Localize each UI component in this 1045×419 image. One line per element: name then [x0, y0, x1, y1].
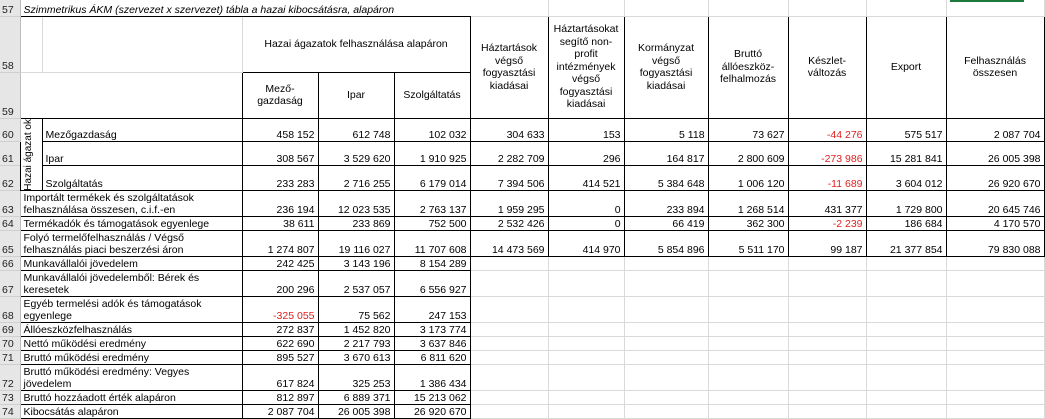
value-cell[interactable]: 26 005 398	[318, 405, 394, 419]
row-label[interactable]: Nettó működési eredmény	[20, 337, 242, 351]
value-cell[interactable]: 308 567	[242, 141, 318, 166]
row-number[interactable]: 74	[0, 405, 20, 419]
empty-cell[interactable]	[708, 351, 788, 365]
empty-cell[interactable]	[470, 337, 548, 351]
value-cell[interactable]: 4 170 570	[946, 217, 1044, 231]
value-cell[interactable]: 164 817	[624, 141, 708, 166]
row-number[interactable]: 57	[0, 0, 20, 16]
value-cell[interactable]: 622 690	[242, 337, 318, 351]
value-cell[interactable]: -11 689	[788, 166, 866, 191]
row-number[interactable]: 73	[0, 391, 20, 405]
row-label[interactable]: Termékadók és támogatások egyenlege	[20, 217, 242, 231]
value-cell[interactable]: 3 637 846	[394, 337, 470, 351]
row-label[interactable]: Bruttó működési eredmény	[20, 351, 242, 365]
value-cell[interactable]: 186 684	[866, 217, 946, 231]
value-cell[interactable]: 325 253	[318, 365, 394, 391]
value-cell[interactable]: 2 087 704	[946, 118, 1044, 141]
value-cell[interactable]: 14 473 569	[470, 231, 548, 257]
row-label[interactable]: Állóeszközfelhasználás	[20, 323, 242, 337]
empty-cell[interactable]	[788, 391, 866, 405]
empty-cell[interactable]	[470, 391, 548, 405]
row-label[interactable]: Importált termékek és szolgáltatások felhasználása összesen, c.i.f.-en	[20, 191, 242, 217]
value-cell[interactable]: 21 377 854	[866, 231, 946, 257]
value-cell[interactable]: 153	[548, 118, 624, 141]
header-services[interactable]: Szolgáltatás	[394, 72, 470, 118]
value-cell[interactable]: 102 032	[394, 118, 470, 141]
value-cell[interactable]: 20 645 746	[946, 191, 1044, 217]
empty-cell[interactable]	[470, 405, 548, 419]
row-number[interactable]: 62	[0, 166, 20, 191]
value-cell[interactable]: 0	[548, 217, 624, 231]
value-cell[interactable]: 15 213 062	[394, 391, 470, 405]
empty-cell[interactable]	[946, 271, 1044, 297]
value-cell[interactable]: 1 268 514	[708, 191, 788, 217]
value-cell[interactable]: 5 118	[624, 118, 708, 141]
value-cell[interactable]: 414 970	[548, 231, 624, 257]
empty-cell[interactable]	[624, 351, 708, 365]
empty-cell[interactable]	[788, 297, 866, 323]
empty-cell[interactable]	[708, 257, 788, 271]
empty-cell[interactable]	[624, 323, 708, 337]
empty-cell[interactable]	[866, 351, 946, 365]
header-inventory[interactable]: Készlet-változás	[788, 16, 866, 118]
empty-cell[interactable]	[624, 271, 708, 297]
value-cell[interactable]: 6 556 927	[394, 271, 470, 297]
empty-cell[interactable]	[708, 337, 788, 351]
row-number[interactable]: 69	[0, 323, 20, 337]
value-cell[interactable]: 247 153	[394, 297, 470, 323]
value-cell[interactable]: 5 511 170	[708, 231, 788, 257]
empty-cell[interactable]	[866, 271, 946, 297]
empty-cell[interactable]	[548, 271, 624, 297]
header-npish[interactable]: Háztartásokat segítő non-profit intézmények végső fogyasztási kiadásai	[548, 16, 624, 118]
value-cell[interactable]: 38 611	[242, 217, 318, 231]
value-cell[interactable]: 1 910 925	[394, 141, 470, 166]
value-cell[interactable]: 2 800 609	[708, 141, 788, 166]
row-number[interactable]: 68	[0, 297, 20, 323]
value-cell[interactable]: 1 006 120	[708, 166, 788, 191]
empty-cell[interactable]	[624, 257, 708, 271]
row-number[interactable]: 65	[0, 231, 20, 257]
header-households[interactable]: Háztartások végső fogyasztási kiadásai	[470, 16, 548, 118]
empty-cell[interactable]	[866, 405, 946, 419]
value-cell[interactable]: 236 194	[242, 191, 318, 217]
empty-cell[interactable]	[866, 365, 946, 391]
empty-cell[interactable]	[788, 271, 866, 297]
header-export[interactable]: Export	[866, 16, 946, 118]
row-label[interactable]: Bruttó hozzáadott érték alapáron	[20, 391, 242, 405]
value-cell[interactable]: 1 386 434	[394, 365, 470, 391]
empty-cell[interactable]	[548, 391, 624, 405]
empty-cell[interactable]	[708, 405, 788, 419]
row-number[interactable]: 58	[0, 16, 20, 72]
value-cell[interactable]: 79 830 088	[946, 231, 1044, 257]
value-cell[interactable]: 26 920 670	[946, 166, 1044, 191]
row-number[interactable]: 59	[0, 72, 20, 118]
value-cell[interactable]: 15 281 841	[866, 141, 946, 166]
value-cell[interactable]: 362 300	[708, 217, 788, 231]
empty-cell[interactable]	[548, 323, 624, 337]
value-cell[interactable]: 1 959 295	[470, 191, 548, 217]
value-cell[interactable]: 26 005 398	[946, 141, 1044, 166]
value-cell[interactable]: 1 274 807	[242, 231, 318, 257]
empty-cell[interactable]	[624, 337, 708, 351]
empty-cell[interactable]	[788, 405, 866, 419]
value-cell[interactable]: 2 087 704	[242, 405, 318, 419]
empty-cell[interactable]	[946, 405, 1044, 419]
header-industry[interactable]: Ipar	[318, 72, 394, 118]
empty-cell[interactable]	[946, 391, 1044, 405]
value-cell[interactable]: 19 116 027	[318, 231, 394, 257]
row-number[interactable]: 71	[0, 351, 20, 365]
value-cell[interactable]: 6 179 014	[394, 166, 470, 191]
empty-cell[interactable]	[788, 351, 866, 365]
value-cell[interactable]: -325 055	[242, 297, 318, 323]
value-cell[interactable]: -44 276	[788, 118, 866, 141]
value-cell[interactable]: 0	[548, 191, 624, 217]
value-cell[interactable]: 1 729 800	[866, 191, 946, 217]
value-cell[interactable]: 2 532 426	[470, 217, 548, 231]
value-cell[interactable]: 233 283	[242, 166, 318, 191]
row-label[interactable]: Munkavállalói jövedelemből: Bérek és keresetek	[20, 271, 242, 297]
empty-cell[interactable]	[708, 323, 788, 337]
row-number[interactable]: 66	[0, 257, 20, 271]
value-cell[interactable]: 6 889 371	[318, 391, 394, 405]
row-number[interactable]: 70	[0, 337, 20, 351]
value-cell[interactable]: 3 143 196	[318, 257, 394, 271]
empty-cell[interactable]	[866, 337, 946, 351]
value-cell[interactable]: 414 521	[548, 166, 624, 191]
value-cell[interactable]: 99 187	[788, 231, 866, 257]
value-cell[interactable]: 458 152	[242, 118, 318, 141]
row-number[interactable]: 72	[0, 365, 20, 391]
row-label[interactable]: Kibocsátás alapáron	[20, 405, 242, 419]
value-cell[interactable]: 8 154 289	[394, 257, 470, 271]
value-cell[interactable]: 296	[548, 141, 624, 166]
empty-cell[interactable]	[946, 365, 1044, 391]
empty-cell[interactable]	[708, 365, 788, 391]
value-cell[interactable]: 11 707 608	[394, 231, 470, 257]
row-label[interactable]: Folyó termelőfelhasználás / Végső felhasználás piaci beszerzési áron	[20, 231, 242, 257]
row-number[interactable]: 63	[0, 191, 20, 217]
header-total-use[interactable]: Felhasználás összesen	[946, 16, 1044, 118]
value-cell[interactable]: 7 394 506	[470, 166, 548, 191]
empty-cell[interactable]	[788, 337, 866, 351]
value-cell[interactable]: 75 562	[318, 297, 394, 323]
row-label[interactable]: Ipar	[42, 141, 242, 166]
value-cell[interactable]: 73 627	[708, 118, 788, 141]
side-label: Hazai ágazat ok	[22, 118, 34, 191]
row-label[interactable]: Bruttó működési eredmény: Vegyes jövedelem	[20, 365, 242, 391]
value-cell[interactable]: 2 217 793	[318, 337, 394, 351]
row-label[interactable]: Mezőgazdaság	[42, 118, 242, 141]
header-government[interactable]: Kormányzat végső fogyasztási kiadásai	[624, 16, 708, 118]
value-cell[interactable]: 431 377	[788, 191, 866, 217]
value-cell[interactable]: 66 419	[624, 217, 708, 231]
value-cell[interactable]: 272 837	[242, 323, 318, 337]
value-cell[interactable]: -2 239	[788, 217, 866, 231]
empty-cell[interactable]	[788, 257, 866, 271]
header-domestic-group[interactable]: Hazai ágazatok felhasználása alapáron	[242, 16, 470, 72]
value-cell[interactable]: 3 670 613	[318, 351, 394, 365]
empty-cell[interactable]	[708, 391, 788, 405]
empty-cell[interactable]	[548, 405, 624, 419]
empty-cell[interactable]	[548, 297, 624, 323]
row-number[interactable]: 67	[0, 271, 20, 297]
header-agriculture[interactable]: Mező-gazdaság	[242, 72, 318, 118]
value-cell[interactable]: 242 425	[242, 257, 318, 271]
value-cell[interactable]: 200 296	[242, 271, 318, 297]
empty-cell[interactable]	[866, 297, 946, 323]
value-cell[interactable]: 575 517	[866, 118, 946, 141]
empty-cell[interactable]	[708, 297, 788, 323]
empty-cell[interactable]	[624, 391, 708, 405]
empty-cell[interactable]	[946, 297, 1044, 323]
empty-cell[interactable]	[624, 405, 708, 419]
value-cell[interactable]: 812 897	[242, 391, 318, 405]
value-cell[interactable]: 895 527	[242, 351, 318, 365]
value-cell[interactable]: 2 537 057	[318, 271, 394, 297]
side-label-cell[interactable]	[20, 118, 42, 191]
value-cell[interactable]: 2 716 255	[318, 166, 394, 191]
empty-cell[interactable]	[470, 365, 548, 391]
empty-cell[interactable]	[548, 337, 624, 351]
value-cell[interactable]: 5 384 648	[624, 166, 708, 191]
empty-cell[interactable]	[866, 391, 946, 405]
empty-cell[interactable]	[788, 365, 866, 391]
value-cell[interactable]: 617 824	[242, 365, 318, 391]
row-number[interactable]: 61	[0, 141, 20, 166]
empty-cell[interactable]	[946, 257, 1044, 271]
header-gfcf[interactable]: Bruttó állóeszköz-felhalmozás	[708, 16, 788, 118]
value-cell[interactable]: 26 920 670	[394, 405, 470, 419]
empty-cell[interactable]	[708, 271, 788, 297]
row-label[interactable]: Szolgáltatás	[42, 166, 242, 191]
value-cell[interactable]: 1 452 820	[318, 323, 394, 337]
empty-cell[interactable]	[548, 257, 624, 271]
value-cell[interactable]: 3 529 620	[318, 141, 394, 166]
row-label[interactable]: Munkavállalói jövedelem	[20, 257, 242, 271]
value-cell[interactable]: 3 604 012	[866, 166, 946, 191]
empty-cell[interactable]	[946, 337, 1044, 351]
empty-cell[interactable]	[470, 271, 548, 297]
empty-cell[interactable]	[470, 323, 548, 337]
value-cell[interactable]: 612 748	[318, 118, 394, 141]
empty-cell[interactable]	[470, 351, 548, 365]
row-label[interactable]: Egyéb termelési adók és támogatások egyenlege	[20, 297, 242, 323]
empty-cell[interactable]	[470, 257, 548, 271]
empty-cell[interactable]	[470, 297, 548, 323]
empty-cell[interactable]	[548, 351, 624, 365]
empty-cell[interactable]	[866, 257, 946, 271]
value-cell[interactable]: 6 811 620	[394, 351, 470, 365]
empty-cell[interactable]	[946, 351, 1044, 365]
value-cell[interactable]: 752 500	[394, 217, 470, 231]
empty-cell[interactable]	[946, 323, 1044, 337]
table-title[interactable]: Szimmetrikus ÁKM (szervezet x szervezet) tábla a hazai kibocsátásra, alapáron	[20, 0, 470, 16]
value-cell[interactable]: 2 282 709	[470, 141, 548, 166]
value-cell[interactable]: 233 894	[624, 191, 708, 217]
value-cell[interactable]: 3 173 774	[394, 323, 470, 337]
row-number[interactable]: 64	[0, 217, 20, 231]
row-number[interactable]: 60	[0, 118, 20, 141]
empty-cell[interactable]	[624, 297, 708, 323]
empty-cell[interactable]	[624, 365, 708, 391]
value-cell[interactable]: 2 763 137	[394, 191, 470, 217]
value-cell[interactable]: -273 986	[788, 141, 866, 166]
value-cell[interactable]: 233 869	[318, 217, 394, 231]
empty-cell[interactable]	[548, 365, 624, 391]
value-cell[interactable]: 304 633	[470, 118, 548, 141]
empty-cell[interactable]	[866, 323, 946, 337]
empty-cell[interactable]	[788, 323, 866, 337]
value-cell[interactable]: 5 854 896	[624, 231, 708, 257]
value-cell[interactable]: 12 023 535	[318, 191, 394, 217]
